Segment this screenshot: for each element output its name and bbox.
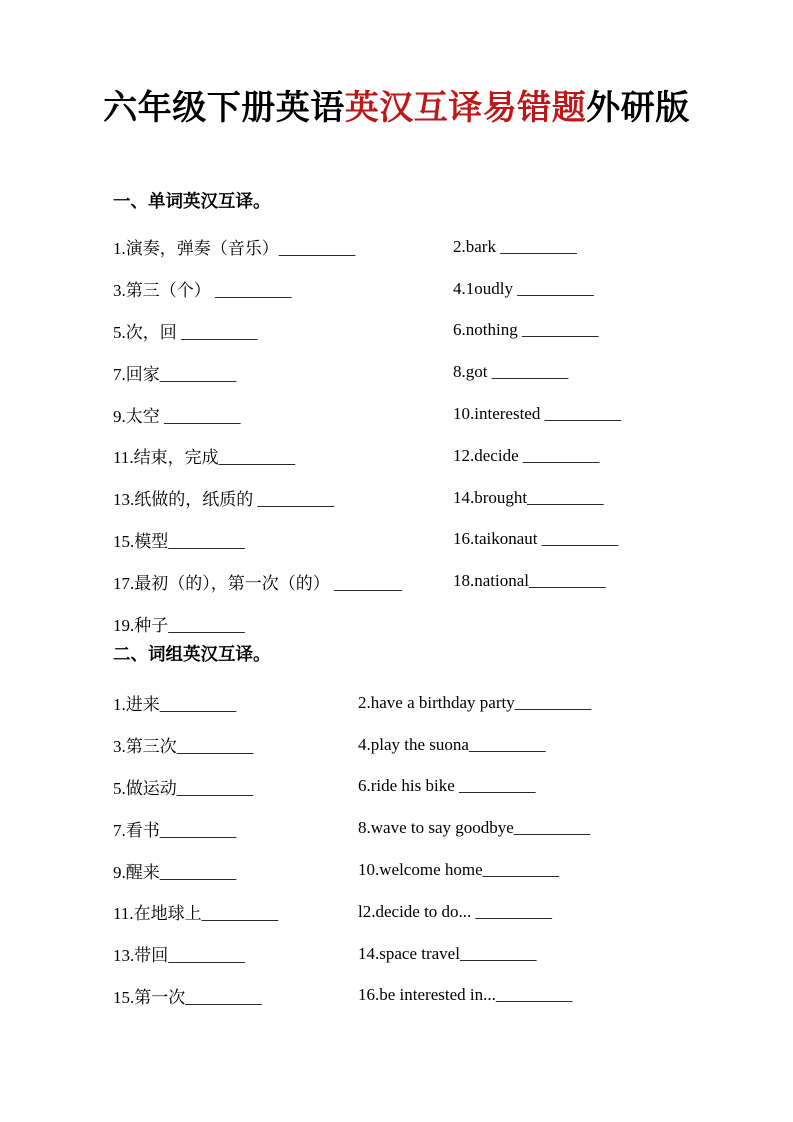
table-row bbox=[113, 268, 763, 310]
worksheet-item: 4.1oudly _________ bbox=[453, 278, 594, 298]
table-row bbox=[113, 351, 763, 393]
table-row bbox=[113, 226, 763, 268]
table-row bbox=[113, 849, 763, 891]
worksheet-item: 7.看书_________ bbox=[113, 820, 237, 840]
worksheet-item: 16.be interested in..._________ bbox=[358, 985, 573, 1005]
title-part-2: 外研版 bbox=[586, 90, 690, 127]
worksheet-item: 13.纸做的，纸质的 _________ bbox=[113, 490, 334, 510]
table-row bbox=[113, 560, 763, 602]
table-row bbox=[113, 891, 763, 933]
worksheet-item: 9.醒来_________ bbox=[113, 862, 237, 882]
table-row bbox=[113, 393, 763, 435]
table-row bbox=[113, 435, 763, 477]
worksheet-item: 9.太空 _________ bbox=[113, 406, 241, 426]
worksheet-item: 1.演奏，弹奏（音乐）_________ bbox=[113, 239, 356, 259]
worksheet-item: 15.模型_________ bbox=[113, 531, 245, 551]
worksheet-item: 8.wave to say goodbye_________ bbox=[358, 818, 591, 838]
table-row bbox=[113, 602, 763, 644]
worksheet-item: 5.做运动_________ bbox=[113, 778, 254, 798]
title-highlight: 英汉互译易错题 bbox=[344, 90, 587, 127]
table-row bbox=[113, 477, 763, 519]
worksheet-item: 2.bark _________ bbox=[453, 236, 577, 256]
worksheet-item: 5.次，回 _________ bbox=[113, 322, 258, 342]
worksheet-item: 3.第三（个） _________ bbox=[113, 281, 292, 301]
worksheet-item: 14.space travel_________ bbox=[358, 943, 537, 963]
table-row bbox=[113, 310, 763, 352]
title-part-1: 六年级下册英语 bbox=[103, 90, 345, 127]
worksheet-item: 7.回家_________ bbox=[113, 364, 237, 384]
worksheet-item: 8.got _________ bbox=[453, 362, 569, 382]
worksheet-item: 16.taikonaut _________ bbox=[453, 529, 619, 549]
worksheet-item: 10.welcome home_________ bbox=[358, 860, 560, 880]
worksheet-item: 2.have a birthday party_________ bbox=[358, 692, 592, 712]
worksheet-item: 12.decide _________ bbox=[453, 445, 600, 465]
worksheet-item: 13.带回_________ bbox=[113, 946, 245, 966]
worksheet-item: 17.最初（的），第一次（的） ________ bbox=[113, 573, 402, 593]
worksheet-item: 10.interested _________ bbox=[453, 404, 622, 424]
worksheet-item: 18.national_________ bbox=[453, 571, 606, 591]
section-1-rows bbox=[113, 226, 763, 644]
worksheet-item: 1.进来_________ bbox=[113, 695, 237, 715]
table-row bbox=[113, 766, 763, 808]
worksheet-item: 19.种子_________ bbox=[113, 615, 245, 635]
worksheet-item: 4.play the suona_________ bbox=[358, 734, 546, 754]
section-1-heading: 一、单词英汉互译。 bbox=[113, 191, 271, 211]
table-row bbox=[113, 807, 763, 849]
table-row bbox=[113, 724, 763, 766]
worksheet-item: 6.nothing _________ bbox=[453, 320, 599, 340]
page-title bbox=[0, 86, 793, 132]
table-row bbox=[113, 933, 763, 975]
table-row bbox=[113, 975, 763, 1017]
table-row bbox=[113, 682, 763, 724]
worksheet-item: 3.第三次_________ bbox=[113, 737, 254, 757]
worksheet-item: 11.在地球上_________ bbox=[113, 904, 279, 924]
worksheet-item: 11.结束，完成_________ bbox=[113, 448, 296, 468]
worksheet-item: 14.brought_________ bbox=[453, 487, 604, 507]
section-2-rows bbox=[113, 682, 763, 1016]
table-row bbox=[113, 519, 763, 561]
worksheet-item: 15.第一次_________ bbox=[113, 987, 262, 1007]
worksheet-item: 6.ride his bike _________ bbox=[358, 776, 536, 796]
section-2-heading: 二、词组英汉互译。 bbox=[113, 644, 271, 664]
worksheet-item: l2.decide to do... _________ bbox=[358, 901, 553, 921]
